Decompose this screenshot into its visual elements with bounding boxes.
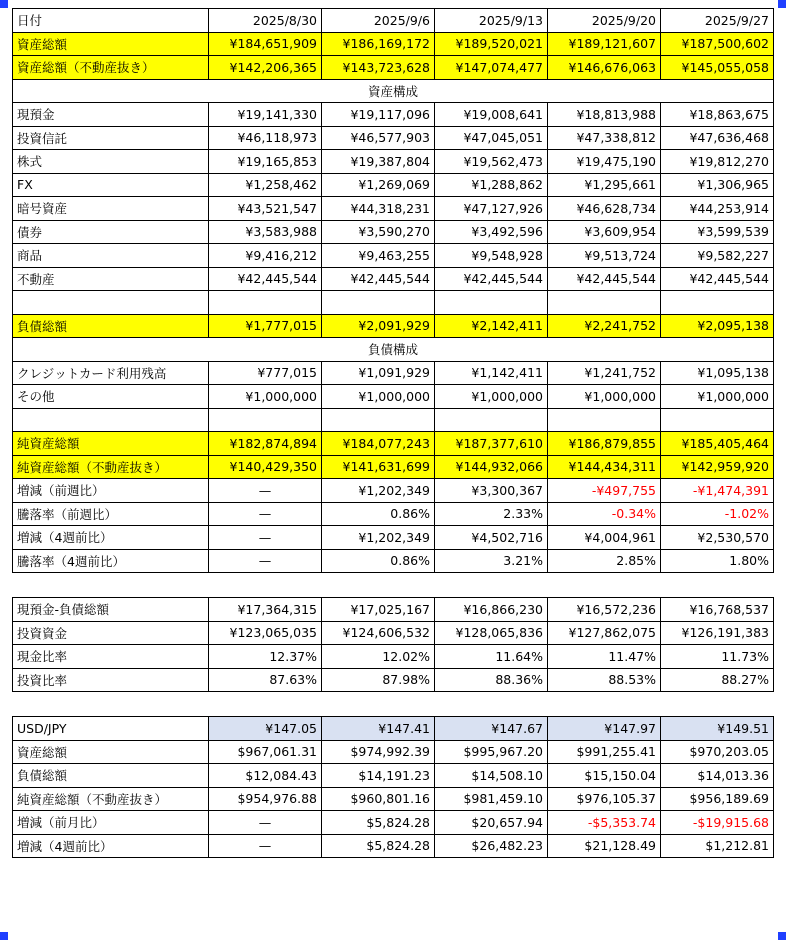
table-row [13,56,774,80]
value-cell[interactable]: ¥145,055,058 [661,56,774,80]
value-cell[interactable]: ¥19,165,853 [209,150,322,174]
value-cell[interactable]: -¥497,755 [548,479,661,503]
row-label[interactable]: 投資資金 [13,621,209,645]
table-row [13,126,774,150]
selection-handle-bottom-right[interactable] [778,932,786,940]
value-cell[interactable]: ¥44,253,914 [661,197,774,221]
value-cell[interactable]: ¥140,429,350 [209,455,322,479]
value-cell[interactable]: ¥2,241,752 [548,314,661,338]
table-row [13,267,774,291]
row-label[interactable]: 現金比率 [13,645,209,669]
value-cell[interactable] [435,291,548,315]
value-cell[interactable]: ¥147.41 [322,717,435,741]
value-cell[interactable] [548,408,661,432]
value-cell[interactable]: ¥1,295,661 [548,173,661,197]
value-cell[interactable]: 11.73% [661,645,774,669]
value-cell[interactable]: $5,824.28 [322,811,435,835]
table-row [13,32,774,56]
value-cell[interactable]: ¥2,095,138 [661,314,774,338]
value-cell[interactable]: ¥4,502,716 [435,526,548,550]
value-cell[interactable]: ¥3,590,270 [322,220,435,244]
value-cell[interactable]: ¥1,202,349 [322,526,435,550]
value-cell[interactable]: $974,992.39 [322,740,435,764]
value-cell[interactable]: $14,191.23 [322,764,435,788]
value-cell[interactable]: ¥17,364,315 [209,598,322,622]
table-row [13,314,774,338]
row-label[interactable]: クレジットカード利用残高 [13,361,209,385]
row-label[interactable]: 増減（前月比） [13,811,209,835]
value-cell[interactable]: ¥1,095,138 [661,361,774,385]
value-cell[interactable]: ¥18,813,988 [548,103,661,127]
value-cell[interactable]: ¥3,609,954 [548,220,661,244]
value-cell[interactable]: ¥186,879,855 [548,432,661,456]
row-label[interactable]: 現預金-負債総額 [13,598,209,622]
value-cell[interactable]: $15,150.04 [548,764,661,788]
value-cell[interactable]: ¥144,434,311 [548,455,661,479]
value-cell[interactable]: ¥16,572,236 [548,598,661,622]
value-cell[interactable]: ¥2,142,411 [435,314,548,338]
value-cell[interactable]: ¥143,723,628 [322,56,435,80]
value-cell[interactable]: ¥43,521,547 [209,197,322,221]
value-cell[interactable]: ¥1,091,929 [322,361,435,385]
value-cell[interactable]: ¥9,548,928 [435,244,548,268]
value-cell[interactable]: ¥1,000,000 [661,385,774,409]
value-cell[interactable]: ¥9,463,255 [322,244,435,268]
value-cell[interactable]: ¥128,065,836 [435,621,548,645]
value-cell[interactable]: ¥2,091,929 [322,314,435,338]
value-cell[interactable]: 88.36% [435,668,548,692]
value-cell[interactable]: ¥127,862,075 [548,621,661,645]
value-cell[interactable] [209,408,322,432]
table-row [13,220,774,244]
value-cell[interactable]: 11.47% [548,645,661,669]
row-label[interactable]: 負債総額 [13,314,209,338]
value-cell[interactable]: ¥16,768,537 [661,598,774,622]
value-cell[interactable]: ¥19,812,270 [661,150,774,174]
value-cell[interactable]: ¥1,000,000 [322,385,435,409]
row-label[interactable]: 騰落率（前週比） [13,502,209,526]
table3-body [13,717,774,858]
row-label[interactable]: 増減（4週前比） [13,526,209,550]
value-cell[interactable]: -¥1,474,391 [661,479,774,503]
value-cell[interactable]: ¥184,651,909 [209,32,322,56]
value-cell[interactable]: $995,967.20 [435,740,548,764]
value-cell[interactable]: ¥42,445,544 [209,267,322,291]
date-cell[interactable]: 2025/8/30 [209,9,322,33]
row-label[interactable]: 株式 [13,150,209,174]
value-cell[interactable]: ¥19,008,641 [435,103,548,127]
value-cell[interactable]: ¥126,191,383 [661,621,774,645]
value-cell[interactable]: ¥3,599,539 [661,220,774,244]
value-cell[interactable]: -1.02% [661,502,774,526]
section-heading[interactable]: 資産構成 [13,79,774,103]
value-cell[interactable]: ¥123,065,035 [209,621,322,645]
value-cell[interactable]: ¥147,074,477 [435,56,548,80]
row-label[interactable] [13,291,209,315]
table-row [13,479,774,503]
value-cell[interactable]: ¥142,206,365 [209,56,322,80]
value-cell[interactable]: $5,824.28 [322,834,435,858]
value-cell[interactable] [435,408,548,432]
value-cell[interactable]: ¥1,000,000 [435,385,548,409]
table-row [13,103,774,127]
row-label[interactable]: 資産総額 [13,32,209,56]
value-cell[interactable]: ¥147.97 [548,717,661,741]
table-row [13,455,774,479]
value-cell[interactable] [322,408,435,432]
value-cell[interactable]: ¥1,269,069 [322,173,435,197]
value-cell[interactable]: ¥147.67 [435,717,548,741]
usd-table [12,716,774,858]
value-cell[interactable]: ¥185,405,464 [661,432,774,456]
value-cell[interactable]: ¥44,318,231 [322,197,435,221]
value-cell[interactable]: -$19,915.68 [661,811,774,835]
table-row [13,787,774,811]
table-row [13,598,774,622]
value-cell[interactable]: $14,013.36 [661,764,774,788]
value-cell[interactable]: ¥42,445,544 [661,267,774,291]
value-cell[interactable]: 1.80% [661,549,774,573]
value-cell[interactable]: ¥1,241,752 [548,361,661,385]
value-cell[interactable]: 0.86% [322,549,435,573]
value-cell[interactable] [661,291,774,315]
table-row [13,717,774,741]
table2-body [13,598,774,692]
value-cell[interactable]: $981,459.10 [435,787,548,811]
row-label[interactable]: 暗号資産 [13,197,209,221]
value-cell[interactable] [322,291,435,315]
value-cell[interactable]: ¥47,127,926 [435,197,548,221]
net-worth-table [12,8,774,573]
table-row [13,764,774,788]
value-cell[interactable]: ¥144,932,066 [435,455,548,479]
value-cell[interactable]: ¥9,582,227 [661,244,774,268]
row-label[interactable]: 商品 [13,244,209,268]
date-cell[interactable]: 2025/9/27 [661,9,774,33]
value-cell[interactable]: — [209,811,322,835]
value-cell[interactable]: $26,482.23 [435,834,548,858]
value-cell[interactable]: ¥46,577,903 [322,126,435,150]
value-cell[interactable]: ¥42,445,544 [548,267,661,291]
row-label[interactable]: 負債総額 [13,764,209,788]
value-cell[interactable]: ¥141,631,699 [322,455,435,479]
value-cell[interactable]: ¥19,117,096 [322,103,435,127]
table-row [13,740,774,764]
row-label[interactable]: 騰落率（4週前比） [13,549,209,573]
table-row [13,291,774,315]
value-cell[interactable]: ¥777,015 [209,361,322,385]
header-row [13,9,774,33]
value-cell[interactable]: $991,255.41 [548,740,661,764]
row-label[interactable]: 不動産 [13,267,209,291]
value-cell[interactable]: $12,084.43 [209,764,322,788]
value-cell[interactable]: $956,189.69 [661,787,774,811]
value-cell[interactable]: — [209,479,322,503]
table-row [13,150,774,174]
value-cell[interactable]: $20,657.94 [435,811,548,835]
table-row [13,549,774,573]
value-cell[interactable]: 87.98% [322,668,435,692]
table-row [13,502,774,526]
value-cell[interactable]: ¥189,121,607 [548,32,661,56]
value-cell[interactable]: 88.53% [548,668,661,692]
value-cell[interactable]: ¥187,377,610 [435,432,548,456]
value-cell[interactable]: ¥1,000,000 [209,385,322,409]
value-cell[interactable]: ¥9,416,212 [209,244,322,268]
row-label[interactable]: 債券 [13,220,209,244]
value-cell[interactable]: ¥2,530,570 [661,526,774,550]
value-cell[interactable]: 88.27% [661,668,774,692]
value-cell[interactable] [209,291,322,315]
table-row [13,173,774,197]
value-cell[interactable]: ¥47,045,051 [435,126,548,150]
value-cell[interactable]: 0.86% [322,502,435,526]
value-cell[interactable]: $960,801.16 [322,787,435,811]
value-cell[interactable]: ¥149.51 [661,717,774,741]
value-cell[interactable]: ¥19,562,473 [435,150,548,174]
table1-body [13,32,774,573]
table-row [13,668,774,692]
value-cell[interactable]: ¥1,202,349 [322,479,435,503]
value-cell[interactable]: 2.33% [435,502,548,526]
date-header[interactable]: 日付 [13,9,209,33]
selection-handle-top-right[interactable] [778,0,786,8]
value-cell[interactable]: ¥142,959,920 [661,455,774,479]
table-row [13,338,774,362]
table-row [13,834,774,858]
value-cell[interactable]: — [209,549,322,573]
value-cell[interactable]: ¥3,583,988 [209,220,322,244]
selection-handle-top-left[interactable] [0,0,8,8]
row-label[interactable] [13,408,209,432]
table-row [13,811,774,835]
value-cell[interactable]: ¥47,636,468 [661,126,774,150]
value-cell[interactable]: ¥9,513,724 [548,244,661,268]
value-cell[interactable]: ¥46,628,734 [548,197,661,221]
value-cell[interactable]: 12.02% [322,645,435,669]
table-row [13,197,774,221]
ratio-table [12,597,774,692]
value-cell[interactable]: $976,105.37 [548,787,661,811]
row-label[interactable]: 増減（4週前比） [13,834,209,858]
row-label[interactable]: FX [13,173,209,197]
row-label[interactable]: 純資産総額（不動産抜き） [13,787,209,811]
value-cell[interactable]: ¥186,169,172 [322,32,435,56]
row-label[interactable]: 純資産総額 [13,432,209,456]
value-cell[interactable] [661,408,774,432]
value-cell[interactable]: ¥189,520,021 [435,32,548,56]
value-cell[interactable]: ¥42,445,544 [322,267,435,291]
value-cell[interactable]: — [209,502,322,526]
value-cell[interactable]: ¥1,777,015 [209,314,322,338]
value-cell[interactable]: 12.37% [209,645,322,669]
row-label[interactable]: その他 [13,385,209,409]
table-row [13,385,774,409]
value-cell[interactable]: 3.21% [435,549,548,573]
row-label[interactable]: 投資比率 [13,668,209,692]
value-cell[interactable]: ¥1,000,000 [548,385,661,409]
value-cell[interactable]: 87.63% [209,668,322,692]
table-row [13,645,774,669]
value-cell[interactable]: ¥18,863,675 [661,103,774,127]
value-cell[interactable]: ¥1,288,862 [435,173,548,197]
value-cell[interactable]: $954,976.88 [209,787,322,811]
value-cell[interactable]: — [209,526,322,550]
value-cell[interactable]: ¥19,387,804 [322,150,435,174]
row-label[interactable]: 純資産総額（不動産抜き） [13,455,209,479]
value-cell[interactable]: ¥47,338,812 [548,126,661,150]
value-cell[interactable]: ¥1,142,411 [435,361,548,385]
date-cell[interactable]: 2025/9/20 [548,9,661,33]
value-cell[interactable]: -$5,353.74 [548,811,661,835]
value-cell[interactable]: ¥187,500,602 [661,32,774,56]
value-cell[interactable]: $1,212.81 [661,834,774,858]
table-row [13,526,774,550]
table-row [13,621,774,645]
section-heading[interactable]: 負債構成 [13,338,774,362]
value-cell[interactable]: ¥16,866,230 [435,598,548,622]
row-label[interactable]: 投資信託 [13,126,209,150]
row-label[interactable]: 増減（前週比） [13,479,209,503]
table-row [13,244,774,268]
selection-handle-bottom-left[interactable] [0,932,8,940]
value-cell[interactable]: ¥3,492,596 [435,220,548,244]
row-label[interactable]: USD/JPY [13,717,209,741]
row-label[interactable]: 資産総額 [13,740,209,764]
value-cell[interactable]: ¥146,676,063 [548,56,661,80]
table-row [13,432,774,456]
value-cell[interactable]: ¥184,077,243 [322,432,435,456]
value-cell[interactable] [548,291,661,315]
value-cell[interactable]: ¥19,475,190 [548,150,661,174]
value-cell[interactable]: ¥3,300,367 [435,479,548,503]
table-row [13,79,774,103]
row-label[interactable]: 現預金 [13,103,209,127]
value-cell[interactable]: $967,061.31 [209,740,322,764]
value-cell[interactable]: ¥46,118,973 [209,126,322,150]
value-cell[interactable]: ¥124,606,532 [322,621,435,645]
value-cell[interactable]: $21,128.49 [548,834,661,858]
row-label[interactable]: 資産総額（不動産抜き） [13,56,209,80]
date-cell[interactable]: 2025/9/6 [322,9,435,33]
spreadsheet [12,8,773,858]
value-cell[interactable]: ¥42,445,544 [435,267,548,291]
value-cell[interactable]: — [209,834,322,858]
value-cell[interactable]: -0.34% [548,502,661,526]
value-cell[interactable]: $970,203.05 [661,740,774,764]
value-cell[interactable]: 11.64% [435,645,548,669]
value-cell[interactable]: ¥182,874,894 [209,432,322,456]
value-cell[interactable]: ¥147.05 [209,717,322,741]
date-cell[interactable]: 2025/9/13 [435,9,548,33]
table-row [13,408,774,432]
value-cell[interactable]: ¥1,306,965 [661,173,774,197]
value-cell[interactable]: ¥1,258,462 [209,173,322,197]
value-cell[interactable]: 2.85% [548,549,661,573]
value-cell[interactable]: $14,508.10 [435,764,548,788]
value-cell[interactable]: ¥19,141,330 [209,103,322,127]
value-cell[interactable]: ¥4,004,961 [548,526,661,550]
value-cell[interactable]: ¥17,025,167 [322,598,435,622]
table-row [13,361,774,385]
